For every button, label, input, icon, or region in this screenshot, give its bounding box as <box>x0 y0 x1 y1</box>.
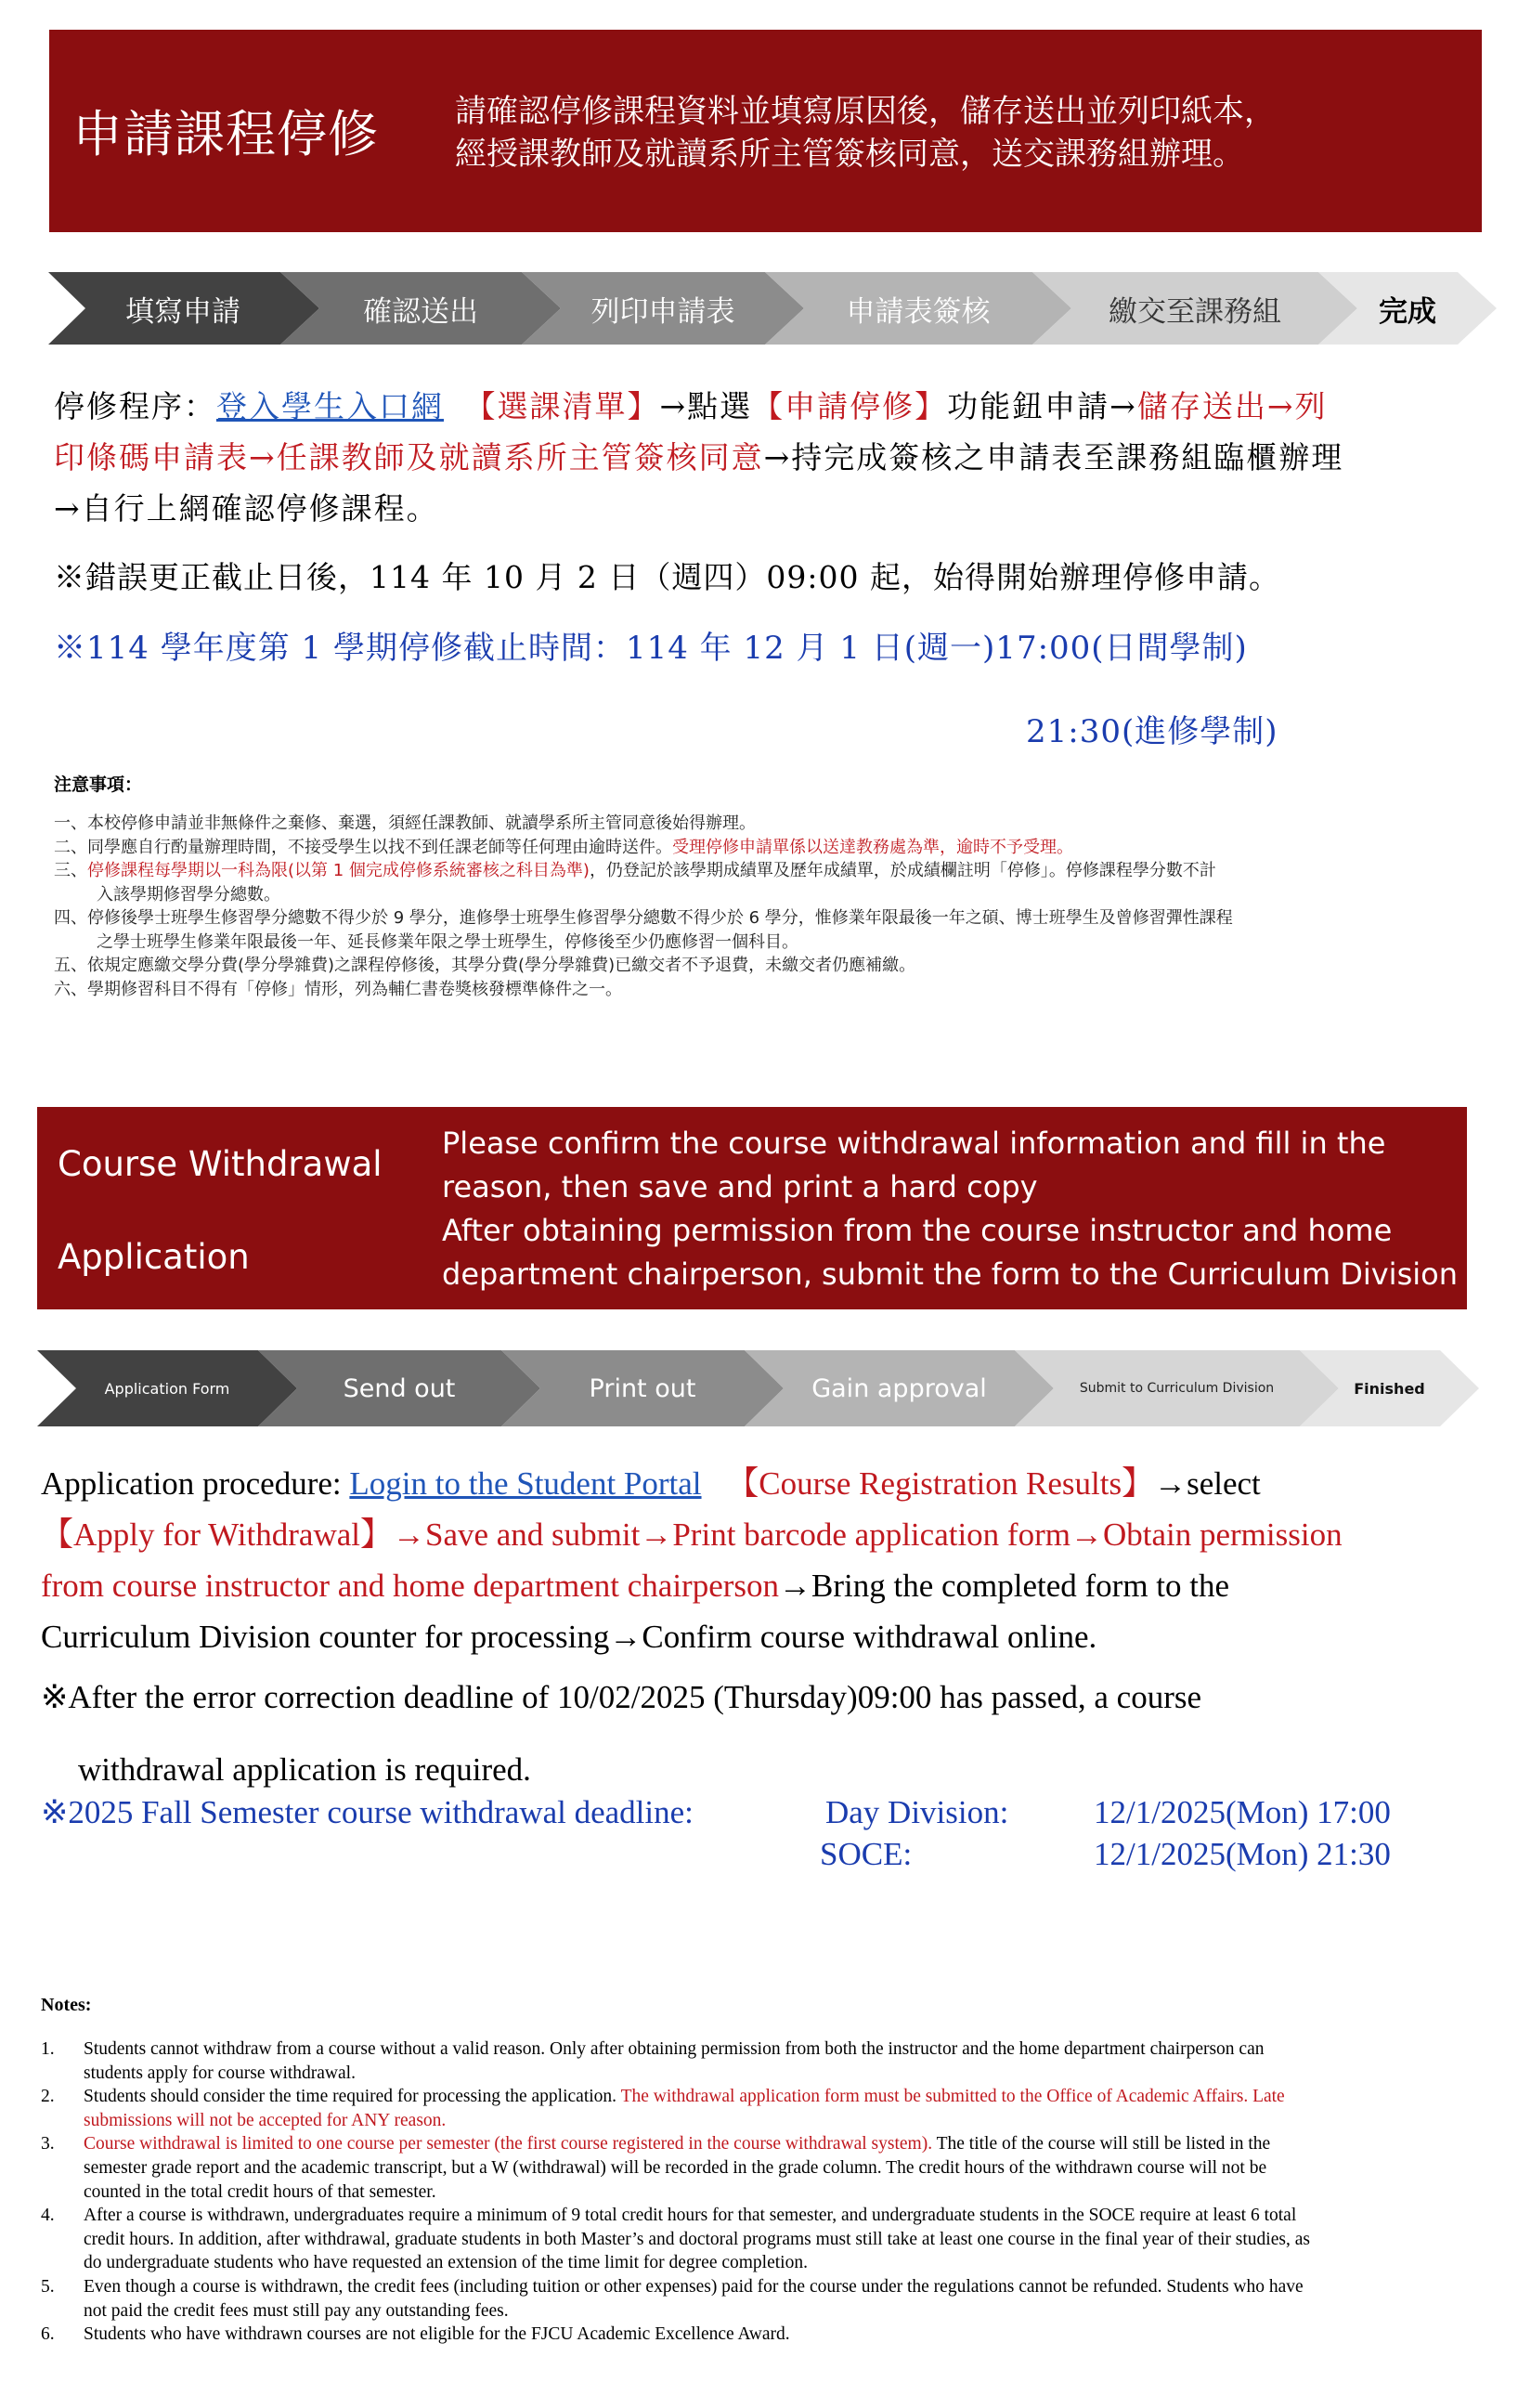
zh-banner-title: 申請課程停修 <box>72 105 379 163</box>
en-note-3-cont: semester grade report and the academic transcript, but a W (withdrawal) will be recorded in the grade column. The credit hours of the withdrawn course will not be <box>84 2157 1267 2178</box>
en-banner <box>37 1107 1467 1309</box>
zh-note-6: 六、學期修習科目不得有「停修」情形，列為輔仁書卷獎核發標準條件之一。 <box>54 979 622 999</box>
zh-deadline-line1: ※114 學年度第 1 學期停修截止時間：114 年 12 月 1 日(週一)17:00(日間學制) <box>54 630 1248 667</box>
en-note-4-cont: credit hours. In addition, after withdrawal, graduate students in both Master’s and doctoral programs must still take at least one course in the final year of their studies, as <box>84 2229 1310 2249</box>
zh-procedure-confirm: →自行上網確認停修課程。 <box>54 490 439 527</box>
en-step-3: Print out <box>589 1373 696 1403</box>
en-notes-title: Notes: <box>41 1995 92 2015</box>
en-procedure-label: Application procedure: <box>41 1465 350 1502</box>
zh-procedure-label: 停修程序： <box>54 388 216 424</box>
en-banner-title-line2: Application <box>58 1237 250 1277</box>
en-banner-desc-line4: department chairperson, submit the form to the Curriculum Division <box>442 1256 1458 1292</box>
en-step-6: Finished <box>1354 1379 1425 1398</box>
en-banner-desc-line3: After obtaining permission from the course instructor and home <box>442 1213 1393 1248</box>
zh-note-4-cont: 之學士班學生修業年限最後一年、延長修業年限之學士班學生，停修後至少仍應修習一個科目。 <box>97 931 798 952</box>
zh-step-bar <box>48 272 1497 345</box>
en-procedure <box>41 1458 1499 1662</box>
en-student-portal-link[interactable]: Login to the Student Portal <box>349 1465 702 1502</box>
en-notice-line1: ※After the error correction deadline of 10/02/2025 (Thursday)09:00 has passed, a course <box>41 1679 1202 1715</box>
en-note-1: 1. Students cannot withdraw from a course without a valid reason. Only after obtaining permission from both the instructor and the home department chairperson can <box>41 2039 1265 2059</box>
zh-notice-error-correction: ※錯誤更正截止日後，114 年 10 月 2 日（週四）09:00 起，始得開始辦理停修申請。 <box>54 559 1281 595</box>
en-banner-desc-line2: reason, then save and print a hard copy <box>442 1169 1038 1204</box>
zh-procedure-course-list: 【選課清單】 <box>464 388 660 424</box>
en-step-5: Submit to Curriculum Division <box>1079 1381 1275 1396</box>
zh-step-5: 繳交至課務組 <box>1109 294 1281 329</box>
zh-procedure-print: 印條碼申請表→任課教師及就讀系所主管簽核同意 <box>54 439 764 475</box>
zh-note-2: 二、同學應自行酌量辦理時間，不接受學生以找不到任課老師等任何理由逾時送件。受理停修申請單係以送達教務處為準，逾時不予受理。 <box>54 837 1073 857</box>
zh-step-3: 列印申請表 <box>590 294 735 329</box>
zh-student-portal-link[interactable]: 登入學生入口網 <box>216 388 444 424</box>
en-note-2: 2. Students should consider the time required for processing the application. The withdrawal application form must be submitted to the Office of Academic Affairs. Late <box>41 2087 1285 2107</box>
en-banner-title-line1: Course Withdrawal <box>58 1144 383 1184</box>
en-notes <box>41 2037 1499 2347</box>
zh-step-2: 確認送出 <box>363 294 478 329</box>
en-step-bar <box>37 1350 1479 1426</box>
en-deadline-day-label: Day Division: <box>825 1794 1009 1830</box>
zh-procedure-apply: 【申請停修】 <box>752 388 948 424</box>
zh-note-3-cont: 入該學期修習學分總數。 <box>97 884 280 905</box>
zh-procedure-save: 儲存送出→列 <box>1136 388 1328 424</box>
en-procedure-select: →select <box>1154 1465 1261 1502</box>
zh-note-3: 三、停修課程每學期以一科為限(以第 1 個完成停修系統審核之科目為準)，仍登記於該學期成績單及歷年成績單，於成績欄註明「停修」。停修課程學分數不計 <box>54 861 1216 880</box>
en-deadline-soce-time: 12/1/2025(Mon) 21:30 <box>1094 1836 1391 1872</box>
zh-step-6: 完成 <box>1379 294 1436 329</box>
zh-note-4: 四、停修後學士班學生修習學分總數不得少於 9 學分，進修學士班學生修習學分總數不得少於 6 學分，惟修業年限最後一年之碩、博士班學生及曾修習彈性課程 <box>54 908 1233 928</box>
zh-procedure <box>54 381 1502 534</box>
en-deadline-label: ※2025 Fall Semester course withdrawal deadline: <box>41 1794 694 1830</box>
zh-notes-title: 注意事項： <box>54 774 143 795</box>
en-note-2-cont: submissions will not be accepted for ANY reason. <box>84 2110 447 2130</box>
en-step-1: Application Form <box>104 1379 230 1398</box>
en-note-3-cont2: counted in the total credit hours of that semester. <box>84 2181 436 2202</box>
en-notice-line2: withdrawal application is required. <box>78 1751 531 1788</box>
zh-note-5: 五、依規定應繳交學分費(學分學雜費)之課程停修後，其學分費(學分學雜費)已繳交者不予退費，未繳交者仍應補繳。 <box>54 956 916 975</box>
en-note-4-cont2: do undergraduate students who have requested an extension of the time limit for degree completion. <box>84 2253 808 2273</box>
en-note-5-cont: not paid the credit fees must still pay any outstanding fees. <box>84 2300 509 2321</box>
zh-banner-desc-line2: 經授課教師及就讀系所主管簽核同意，送交課務組辦理。 <box>455 136 1244 173</box>
zh-step-4: 申請表簽核 <box>846 294 991 329</box>
en-step-2: Send out <box>343 1373 456 1403</box>
en-note-3: 3. Course withdrawal is limited to one course per semester (the first course registered in the course withdrawal system). The title of the course will still be listed in the <box>41 2134 1271 2154</box>
en-procedure-course-results: 【Course Registration Results】 <box>726 1465 1155 1502</box>
en-procedure-bring: →Bring the completed form to the <box>779 1568 1230 1604</box>
en-procedure-permission: from course instructor and home department chairperson <box>41 1568 780 1604</box>
en-procedure-confirm: Curriculum Division counter for processing→Confirm course withdrawal online. <box>41 1619 1097 1655</box>
en-note-5: 5. Even though a course is withdrawn, the credit fees (including tuition or other expenses) paid for the course under the regulations cannot be refunded. Students who have <box>41 2276 1304 2297</box>
zh-notes <box>54 812 1502 1001</box>
en-note-6: 6. Students who have withdrawn courses are not eligible for the FJCU Academic Excellence Award. <box>41 2324 790 2345</box>
zh-procedure-bring: →持完成簽核之申請表至課務組臨櫃辦理 <box>763 439 1344 475</box>
zh-deadline-line2: 21:30(進修學制) <box>1026 713 1278 750</box>
zh-banner-desc-line1: 請確認停修課程資料並填寫原因後，儲存送出並列印紙本， <box>455 93 1276 130</box>
zh-note-1: 一、本校停修申請並非無條件之棄修、棄選，須經任課教師、就讀學系所主管同意後始得辦理。 <box>54 814 756 833</box>
zh-banner <box>49 30 1482 232</box>
zh-step-1: 填寫申請 <box>125 294 240 329</box>
en-deadline-soce-label: SOCE: <box>820 1836 913 1872</box>
en-procedure-apply: 【Apply for Withdrawal】→Save and submit→Print barcode application form→Obtain permission <box>41 1516 1343 1553</box>
en-step-4: Gain approval <box>811 1373 987 1403</box>
en-banner-desc-line1: Please confirm the course withdrawal information and fill in the <box>442 1126 1386 1161</box>
zh-procedure-click: →點選 <box>659 388 753 424</box>
en-deadline-day-time: 12/1/2025(Mon) 17:00 <box>1094 1794 1391 1830</box>
zh-procedure-function: 功能鈕申請→ <box>947 388 1137 424</box>
en-note-1-cont: students apply for course withdrawal. <box>84 2063 356 2083</box>
en-note-4: 4. After a course is withdrawn, undergraduates require a minimum of 9 total credit hours for that semester, and undergraduate students in the SOCE require at least 6 total <box>41 2206 1297 2226</box>
